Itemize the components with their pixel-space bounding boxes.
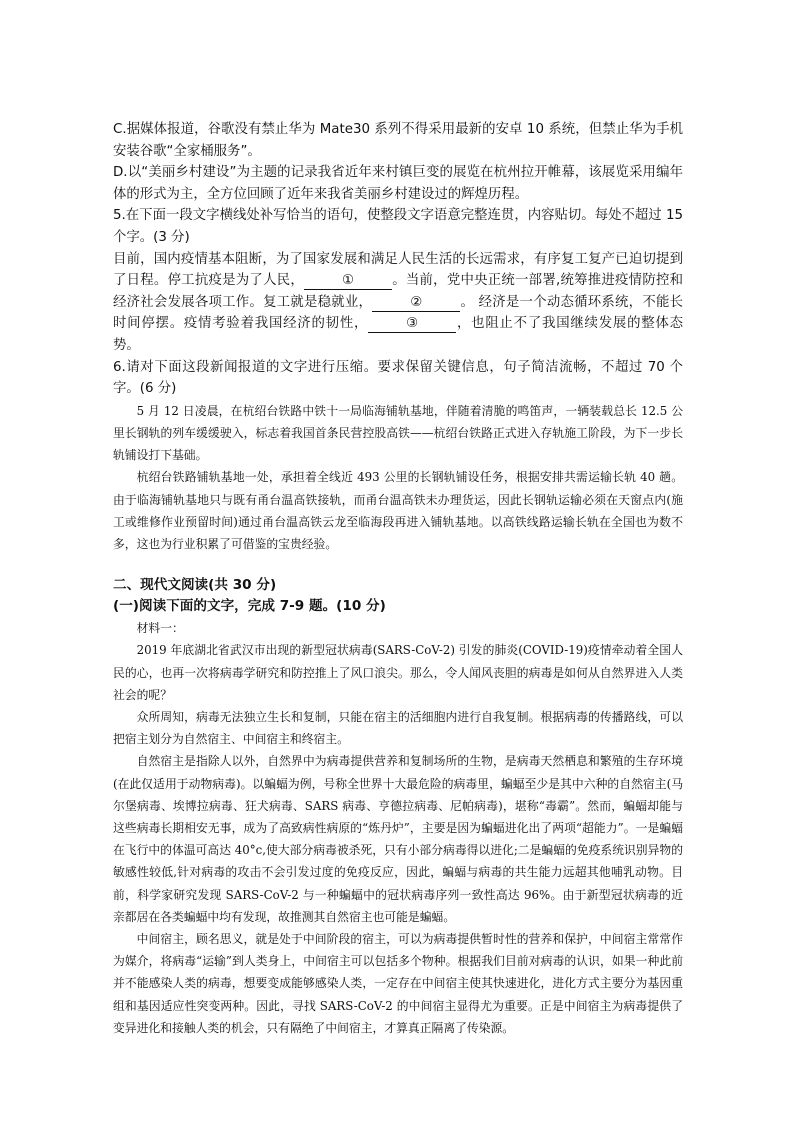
question-5-passage [113,249,683,357]
reading-paragraph-2: 众所周知，病毒无法独立生长和复制，只能在宿主的活细胞内进行自我复制。根据病毒的传播路线，可以把宿主划分为自然宿主、中间宿主和终宿主。 [113,709,683,747]
spacer [113,555,683,575]
passage-segment: 。当前，党中央正统一部署,统筹推进疫情防控和经济社会发展各项工作。复工就是稳就业， [113,273,683,310]
reading-paragraph-3: 自然宿主是指除人以外，自然界中为病毒提供营养和复制场所的生物，是病毒天然栖息和繁殖的生存环境(在此仅适用于动物病毒)。以蝙蝠为例，号称全世界十大最危险的病毒里，蝙蝠至少是其中六种的自然宿主(马尔堡病毒、埃博拉病毒、狂犬病毒、SARS 病毒、亨德拉病毒、尼帕病毒)，堪称“毒霸”。然而，蝙蝠却能与这些病毒长期相安无事，成为了高致病性病原的“炼丹炉”，主要是因为蝙蝠进化出了两项“超能力”。一是蝙蝠在飞行中的体温可高达 40°c,使大部分病毒被杀死，只有小部分病毒得以进化;二是蝙蝠的免疫系统识别异物的敏感性较低,针对病毒的攻击不会引发过度的免疫反应，因此，蝙蝠与病毒的共生能力远超其他哺乳动物。目前，科学家研究发现 SARS-CoV-2 与一种蝙蝠中的冠状病毒序列一致性高达 96%。由于新型冠状病毒的近亲都居在各类蝙蝠中均有发现，故推测其自然宿主也可能是蝙蝠。 [113,754,683,924]
question-6-prompt: 6.请对下面这段新闻报道的文字进行压缩。要求保留关键信息，句子简洁流畅，不超过 70 个字。(6 分) [113,359,683,397]
answer-blank-1[interactable]: ① [304,272,392,290]
passage-segment: 目前，国内疫情基本阻断，为了国家发展和满足人民生活的长远需求，有序复工复产已迫切提到了日程。停工抗疫是为了人民， [113,251,683,289]
reading-paragraph-4: 中间宿主，顾名思义，就是处于中间阶段的宿主，可以为病毒提供暂时性的营养和保护，中间宿主常常作为媒介，将病毒“运输”到人类身上，中间宿主可以包括多个物种。根据我们目前对病毒的认识，如果一种此前并不能感染人类的病毒，想要变成能够感染人类，一定存在中间宿主使其快速进化，进化方式主要分为基因重组和基因适应性突变两种。因此，寻找 SARS-CoV-2 的中间宿主显得尤为重要。正是中间宿主为病毒提供了变异进化和接触人类的机会，只有隔绝了中间宿主，才算真正隔离了传染源。 [113,931,683,1035]
option-d: D.以“美丽乡村建设”为主题的记录我省近年来村镇巨变的展览在杭州拉开帷幕，该展览采用编年体的形式为主，全方位回顾了近年来我省美丽乡村建设过的辉煌历程。 [113,165,683,202]
option-c: C.据媒体报道，谷歌没有禁止华为 Mate30 系列不得采用最新的安卓 10 系统，但禁止华为手机安装谷歌“全家桶服务”。 [113,122,683,159]
passage-segment: ，也阻止不了我国继续发展的整体态势。 [113,316,684,353]
news-paragraph-2: 杭绍台铁路铺轨基地一处，承担着全线近 493 公里的长钢轨铺设任务，根据安排共需运输长轨 40 趟。由于临海铺轨基地只与既有甬台温高铁接轨，而甬台温高铁未办理货运，因此长钢轨运输必须在天窗点内(施工或维修作业预留时间)通过甬台温高铁云龙至临海段再进入铺轨基地。以高铁线路运输长轨在全国也为数不多，这也为行业积累了可借鉴的宝贵经验。 [113,470,683,551]
answer-blank-2[interactable]: ② [372,294,460,312]
material-label: 材料一： [136,621,184,636]
question-5-prompt: 5.在下面一段文字横线处补写恰当的语句，使整段文字语意完整连贯，内容贴切。每处不超过 15 个字。(3 分) [113,208,683,245]
subsection-title: (一)阅读下面的文字，完成 7-9 题。(10 分) [113,598,386,615]
passage-segment: 。 经济是一个动态循环系统，不能长时间停摆。疫情考验着我国经济的韧性， [113,294,684,332]
section-title: 二、现代文阅读(共 30 分) [113,577,277,594]
page-content [113,119,683,1039]
reading-paragraph-1: 2019 年底湖北省武汉市出现的新型冠状病毒(SARS-CoV-2) 引发的肺炎(COVID-19)疫情牵动着全国人民的心，也再一次将病毒学研究和防控推上了风口浪尖。那么，令人闻风丧胆的病毒是如何从自然界进入人类社会的呢？ [113,643,683,702]
answer-blank-3[interactable]: ③ [368,315,456,333]
news-paragraph-1: 5 月 12 日凌晨，在杭绍台铁路中铁十一局临海铺轨基地，伴随着清脆的鸣笛声，一辆装载总长 12.5 公里长钢轨的列车缓缓驶入，标志着我国首条民营控股高铁——杭绍台铁路正式进入存轨施工阶段，为下一步长轨铺设打下基础。 [113,403,683,463]
